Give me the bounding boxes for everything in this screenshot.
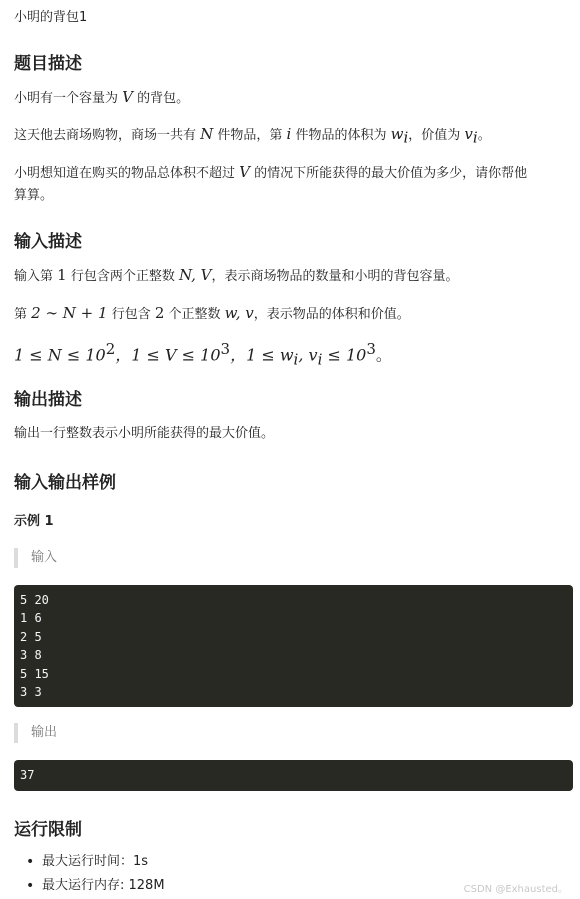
code-line: 5 20 [20,593,49,607]
page-title: 小明的背包1 [14,10,88,25]
output-desc-text: 输出一行整数表示小明所能获得的最大价值。 [14,426,275,441]
description-heading: 题目描述 [14,54,82,74]
input-description-heading: 输入描述 [14,232,82,252]
code-line: 3 3 [20,684,42,699]
watermark: CSDN @Exhausted。 [463,884,568,895]
code-line: 1 6 [20,611,42,626]
limits-heading: 运行限制 [14,820,82,840]
sample-output-code-block[interactable] [14,760,573,791]
desc-paragraph-1: 小明有一个容量为 V 的背包。 [14,88,190,106]
input-desc-line-2: 第 2 ∼ N + 1 行包含 2 个正整数 w, v，表示物品的体积和价值。 [14,304,410,322]
input-desc-line-1: 输入第 1 行包含两个正整数 N, V，表示商场物品的数量和小明的背包容量。 [14,266,459,284]
input-label-quote: 输入 [14,548,57,568]
limits-list [24,850,165,898]
sample-input-code-block[interactable] [14,585,573,707]
desc-paragraph-2: 这天他去商场购物，商场一共有 N 件物品，第 i 件物品的体积为 $w_i$，价值为 $v_i$。 [14,125,491,147]
time-limit-item: • 最大运行时间：1s [24,850,165,874]
code-line: 37 [20,768,35,782]
sample-heading: 输入输出样例 [14,473,116,493]
output-description-heading: 输出描述 [14,390,82,410]
example-label: 示例 1 [14,514,54,529]
code-line: 3 8 [20,648,42,663]
desc-paragraph-3: 小明想知道在购买的物品总体积不超过 V 的情况下所能获得的最大价值为多少，请你帮他 算算。 [14,163,528,203]
input-constraints: $1 \le N \le 10^2$，$1 \le V \le 10^3$，$1 \le w_i$, $v_i \le 10^3$。 [14,340,392,369]
output-label-quote: 输出 [14,723,57,743]
memory-limit-item: • 最大运行内存: 128M [24,874,165,898]
code-line: 2 5 [20,629,42,644]
code-line: 5 15 [20,666,49,681]
